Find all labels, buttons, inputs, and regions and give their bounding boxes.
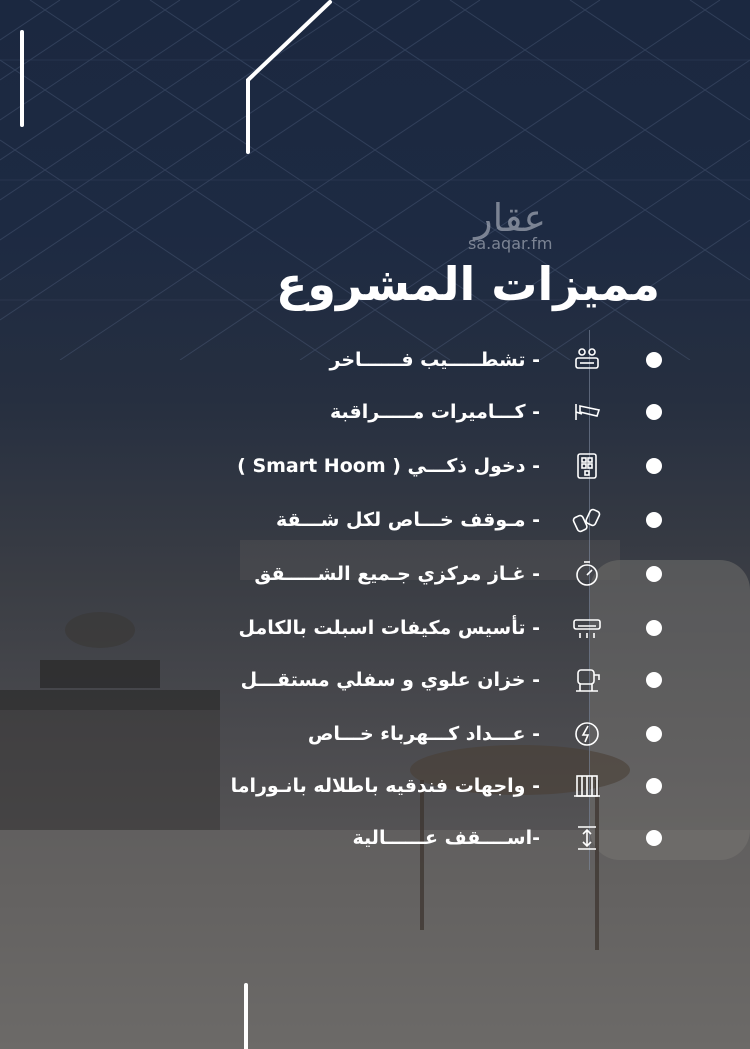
feature-item	[200, 554, 670, 594]
feature-label: -اســــقف عــــــالية	[352, 827, 540, 849]
bullet-icon	[646, 830, 662, 846]
feature-item	[200, 500, 670, 540]
bullet-icon	[646, 726, 662, 742]
gas-meter-icon	[572, 560, 602, 588]
feature-label: - غـاز مركزي جـميع الشـــــقق	[254, 563, 540, 585]
feature-label: - عـــداد كـــهرباء خـــاص	[307, 723, 540, 745]
feature-item	[200, 340, 670, 380]
watermark-url: sa.aqar.fm	[468, 234, 553, 253]
watermark-logo: عقار	[474, 196, 547, 240]
feature-item	[200, 766, 670, 806]
feature-item	[200, 818, 670, 858]
luxury-finish-icon	[572, 346, 602, 374]
high-ceiling-icon	[572, 824, 602, 852]
hotel-facade-icon	[572, 772, 602, 800]
bullet-icon	[646, 620, 662, 636]
bullet-icon	[646, 778, 662, 794]
feature-item	[200, 660, 670, 700]
feature-label: - دخول ذكـــي ( Smart Hoom )	[237, 455, 540, 477]
bullet-icon	[646, 458, 662, 474]
feature-label: - كـــاميرات مـــــراقبة	[329, 401, 540, 423]
feature-item	[200, 608, 670, 648]
bullet-icon	[646, 512, 662, 528]
feature-label: - واجهات فندقيه باطلاله بانـوراما	[230, 775, 540, 797]
feature-label: - تأسيس مكيفات اسبلت بالكامل	[238, 617, 540, 639]
feature-item	[200, 714, 670, 754]
feature-label: - تشطـــــيب فــــــاخر	[329, 349, 540, 371]
smart-entry-icon	[572, 452, 602, 480]
air-conditioner-icon	[572, 614, 602, 642]
electric-meter-icon	[572, 720, 602, 748]
security-camera-icon	[572, 398, 602, 426]
page-title: مميزات المشروع	[275, 257, 660, 311]
feature-item	[200, 446, 670, 486]
feature-label: - خزان علوي و سفلي مستقـــل	[240, 669, 540, 691]
bullet-icon	[646, 566, 662, 582]
bullet-icon	[646, 672, 662, 688]
water-tank-icon	[572, 666, 602, 694]
parking-icon	[572, 506, 602, 534]
feature-label: - مـوقف خـــاص لكل شـــقة	[276, 509, 540, 531]
bullet-icon	[646, 404, 662, 420]
bullet-icon	[646, 352, 662, 368]
feature-item	[200, 392, 670, 432]
